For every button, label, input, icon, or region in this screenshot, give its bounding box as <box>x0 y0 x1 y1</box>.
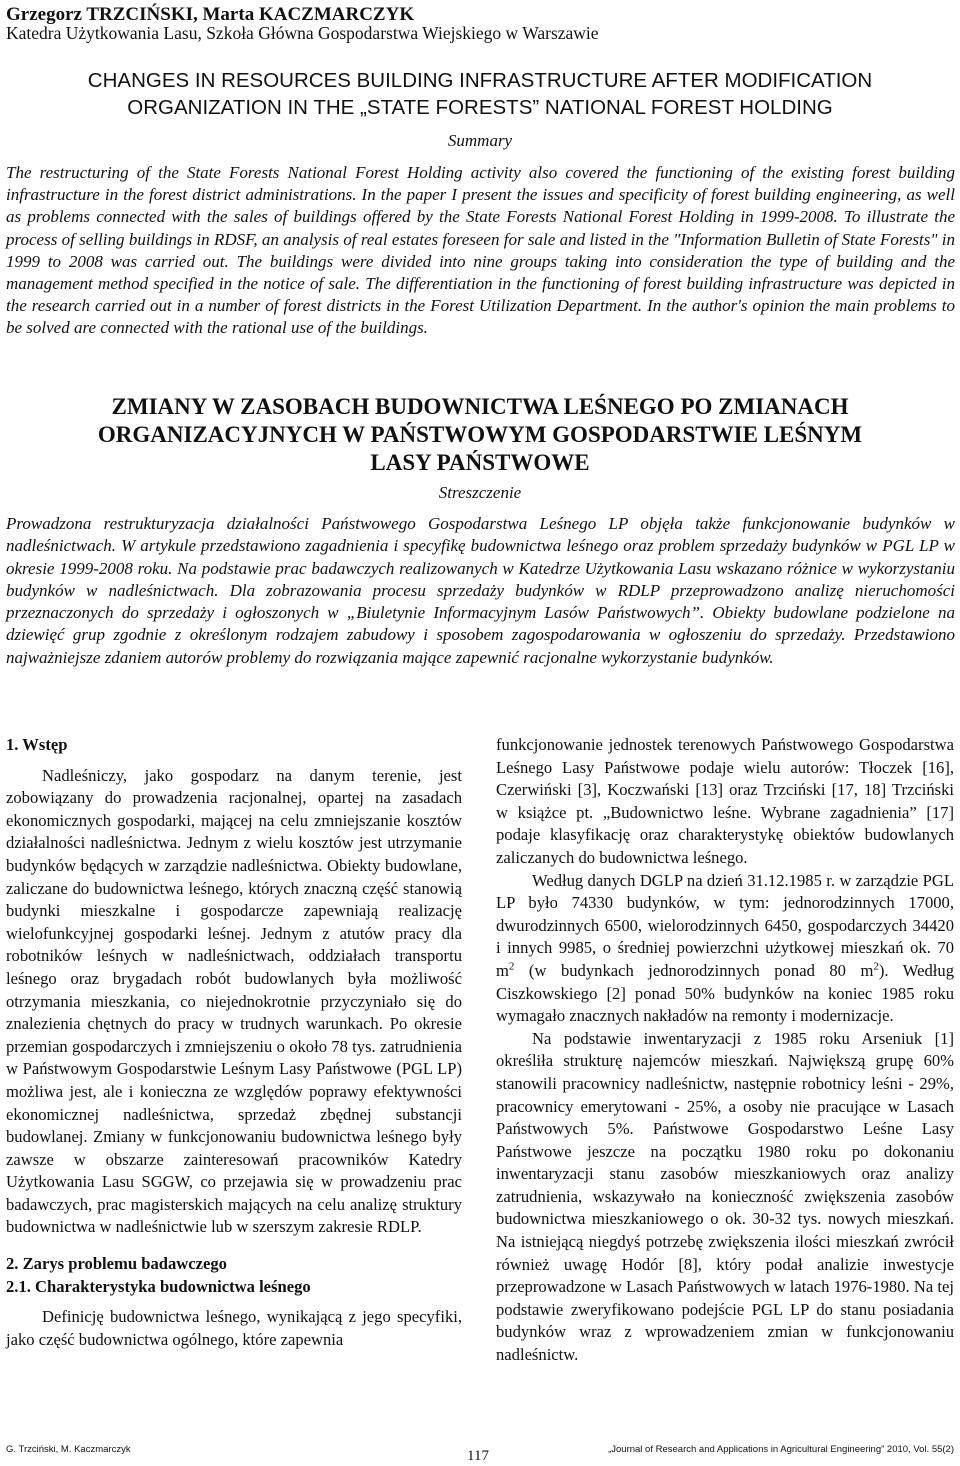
right-column <box>496 734 954 1367</box>
english-title-line-1: CHANGES IN RESOURCES BUILDING INFRASTRUCTURE AFTER MODIFICATION <box>87 69 873 92</box>
superscript-2: 2 <box>873 960 879 973</box>
section-1-paragraph: Nadleśniczy, jako gospodarz na danym terenie, jest zobowiązany do prowadzenia racjonalnej, opartej na zasadach ekonomicznych gospodarki, mającej na celu zmniejszanie kosztów działalności nadleśnictwa. Jednym z wielu kosztów jest utrzymanie budynków będących w zarządzie nadleśnictwa. Obiekty budowlane, zaliczane do budownictwa leśnego, których znaczną część stanowią budynki mieszkalne i gospodarcze zapewniają realizację wielofunkcyjnej gospodarki leśnej. Jednym z atutów pracy dla robotników leśnych w nadleśnictwach, oddziałach transportu leśnego oraz brygadach robót budowlanych była możliwość otrzymania mieszkania, co niejednokrotnie przyczyniało się do znalezienia chętnych do pracy w trudnych warunkach. Po okresie przemian gospodarczych i zmniejszeniu o około 78 tys. zatrudnienia w Państwowym Gospodarstwie Leśnym Lasy Państwowe (PGL LP) możliwa jest, ale i konieczna ze względów poprawy efektywności ekonomicznej nadleśnictwa, sprzedaż zbędnej substancji budowlanej. Zmiany w funkcjonowaniu budownictwa leśnego były zawsze w obszarze zainteresowań pracowników Katedry Użytkowania Lasu SGGW, co przejawia się w prowadzeniu prac badawczych, prac magisterskich mających na celu analizę struktury budownictwa w nadleśnictwie lub w szerszym zakresie RDLP. <box>6 765 462 1237</box>
right-paragraph-1: funkcjonowanie jednostek terenowych Państwowego Gospodarstwa Leśnego Lasy Państwowe podaje wielu autorów: Tłoczek [16], Czerwiński [3], Koczwański [13] oraz Trzciński [17, 18] Trzciński w książce pt. „Budownictwo leśne. Wybrane zagadnienia” [17] podaje klasyfikację oraz charakterystykę obiektów budowlanych zaliczanych do budownictwa leśnego. <box>496 735 954 867</box>
polish-title-line-1: ZMIANY W ZASOBACH BUDOWNICTWA LEŚNEGO PO ZMIANACH <box>111 394 849 419</box>
section-2-1-heading: 2.1. Charakterystyka budownictwa leśnego <box>6 1276 311 1296</box>
footer-journal: „Journal of Research and Applications in Agricultural Engineering” 2010, Vol. 55(2) <box>608 1444 954 1455</box>
right-paragraph-3: Na podstawie inwentaryzacji z 1985 roku Arseniuk [1] określiła strukturę najemców mieszkań. Największą grupę 60% stanowili pracownicy nadleśnictw, następnie robotnicy leśni - 29%, pracownicy emerytowani - 25%, a osoby nie pracujące w Lasach Państwowych 5%. Państwowe Gospodarstwo Leśne Lasy Państwowe jeszcze na początku 1980 roku po dokonaniu inwentaryzacji stanu zasobów mieszkaniowych oraz analizy zatrudnienia, wskazywało na konieczność zwiększenia zasobów budownictwa mieszkaniowego o ok. 30-32 tys. nowych mieszkań. Na istniejącą niegdyś potrzebę zwiększenia ilości mieszkań zwrócił również uwagę Hodór [8], który podał analizie inwestycje przeprowadzone w Lasach Państwowych w latach 1976-1980. Na tej podstawie zweryfikowano podejście PGL LP do stanu posiadania budynków wraz z wprowadzeniem zmian w funkcjonowaniu nadleśnictw. <box>496 1028 954 1365</box>
section-1-heading: 1. Wstęp <box>6 735 68 754</box>
polish-title-line-2: ORGANIZACYJNYCH W PAŃSTWOWYM GOSPODARSTWIE LEŚNYM <box>97 422 863 447</box>
polish-summary-heading: Streszczenie <box>438 483 522 502</box>
left-column <box>6 734 462 1351</box>
right-paragraph-2-part-a: Według danych DGLP na dzień 31.12.1985 r. w zarządzie PGL LP było 74330 budynków, w tym: jednorodzinnych 17000, dwurodzinnych 6500, wielorodzinnych 6450, gospodarczych 34420 i innych 9985, o średniej powierzchni użytkowej mieszkań ok. 70 m <box>496 870 954 980</box>
english-title-line-2: ORGANIZATION IN THE „STATE FORESTS” NATIONAL FOREST HOLDING <box>127 96 833 119</box>
page-number: 117 <box>467 1448 489 1464</box>
polish-summary-text: Prowadzona restrukturyzacja działalności Państwowego Gospodarstwa Leśnego LP objęła także funkcjonowanie budynków w nadleśnictwach. W artykule przedstawiono zagadnienia i specyfikę budownictwa leśnego oraz problem sprzedaży budynków w PGL LP w okresie 1999-2008 roku. Na podstawie prac badawczych realizowanych w Katedrze Użytkowania Lasu wskazano różnice w wykorzystaniu budynków w nadleśnictwach. Dla zobrazowania procesu sprzedaży budynków w RDLP przeprowadzono analizę nieruchomości przeznaczonych do sprzedaży i ogłoszonych w „Biuletynie Informacyjnym Lasów Państwowych”. Obiekty budowlane podzielone na dziewięć grup zgodnie z określonym rodzajem zabudowy i sposobem zagospodarowania w ogłoszeniu do sprzedaży. Przedstawiono najważniejsze zdaniem autorów problemy do rozwiązania mające zapewnić racjonalne wykorzystanie budynków. <box>6 514 955 667</box>
polish-title-line-3: LASY PAŃSTWOWE <box>370 450 590 475</box>
english-title <box>0 67 960 121</box>
right-paragraph-2-part-c: ). Według Ciszkowskiego [2] ponad 50% budynków na koniec 1985 roku wymagało znacznych nakładów na remonty i modernizacje. <box>496 960 954 1026</box>
right-paragraph-2-part-b: (w budynkach jednorodzinnych ponad 80 m <box>514 960 874 980</box>
authors: Grzegorz TRZCIŃSKI, Marta KACZMARCZYK <box>6 4 415 25</box>
polish-title <box>0 393 960 477</box>
superscript-2: 2 <box>508 960 515 973</box>
english-summary-heading: Summary <box>447 131 513 150</box>
footer-authors: G. Trzciński, M. Kaczmarczyk <box>6 1444 131 1455</box>
section-2-heading: 2. Zarys problemu badawczego <box>6 1254 227 1274</box>
english-summary-text: The restructuring of the State Forests National Forest Holding activity also covered the functioning of the existing forest building infrastructure in the forest district administrations. In the paper I present the issues and specificity of forest building engineering, as well as problems connected with the sales of buildings offered by the State Forests National Forest Holding in 1999-2008. To illustrate the process of selling buildings in RDSF, an analysis of real estates foreseen for sale and listed in the "Information Bulletin of State Forests" in 1999 to 2008 was carried out. The buildings were divided into nine groups taking into consideration the type of building and the management method specified in the notice of sale. The differentiation in the functioning of forest building infrastructure was depicted in the research carried out in a number of forest districts in the Forest Utilization Department. In the author's opinion the main problems to be solved are connected with the rational use of the buildings. <box>6 163 955 338</box>
right-paragraph-2 <box>496 870 954 1028</box>
section-2-1-paragraph: Definicję budownictwa leśnego, wynikającą z jego specyfiki, jako część budownictwa ogólnego, które zapewnia <box>6 1307 462 1349</box>
affiliation: Katedra Użytkowania Lasu, Szkoła Główna Gospodarstwa Wiejskiego w Warszawie <box>6 23 599 43</box>
